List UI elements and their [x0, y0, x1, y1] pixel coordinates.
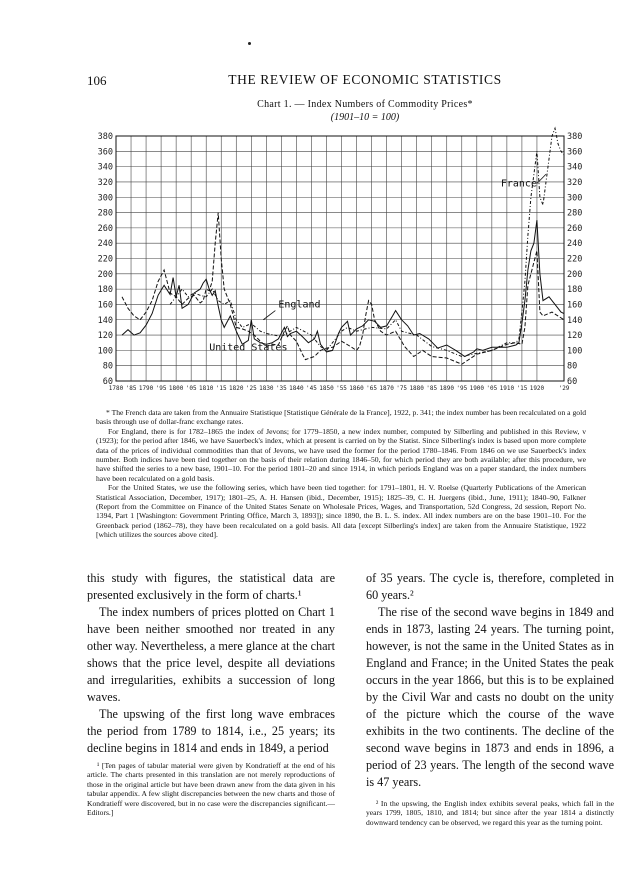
stray-mark	[248, 42, 251, 45]
x-tick-label: 1900	[469, 385, 485, 392]
chart-subtitle: (1901–10 = 100)	[330, 112, 400, 123]
x-tick-label: '15	[215, 385, 227, 392]
left-column	[87, 570, 335, 817]
x-tick-label: 1810	[198, 385, 214, 392]
y-tick-label-right: 380	[567, 132, 583, 142]
series-label-france: France	[500, 178, 537, 190]
y-tick-label-right: 180	[567, 285, 583, 296]
y-tick-label-left: 280	[97, 208, 113, 219]
y-tick-label-right: 60	[567, 377, 578, 387]
y-tick-label-left: 340	[97, 162, 113, 173]
page-number: 106	[87, 73, 107, 88]
y-tick-label-right: 120	[567, 331, 583, 342]
x-tick-label: 1790	[138, 385, 154, 392]
paragraph: The rise of the second wave begins in 1849 and ends in 1873, lasting 24 years. The turning point, however, is not the same in the United States as in England and France; in the United States the peak occurs in the year 1866, but this is to be explained by the Civil War and casts no doubt on the unity of the picture which the course of the wave exhibits in the two continents. The decline of the second wave begins in 1873 and ends in 1896, a period of 23 years. The length of the second wave is 47 years.	[366, 605, 614, 789]
y-tick-label-right: 200	[567, 269, 583, 280]
footnote-united-states: For the United States, we use the following series, which have been tied together: for 1791–1801, H. V. Roelse (Quarterly Publications of the American Statistical Association, December, 1917); 1801–25, A. H. Hansen (ibid., December, 1915); 1825–39, C. H. Juergens (ibid., June, 1911); 1840–90, Falkner (Report from the Committee on Finance of the United States Senate on Wholesale Prices, Wages, and Transportation, 52d Congress, 2d session, Report No. 1394, Part 1 [Washington: Government Printing Office, March 3, 1893]); since 1890, the B. L. S. index. All index numbers are on the base 1901–10. For the Greenback period (1862–78), they have been recalculated on a gold basis. All data [except Silberling's index] are taken from the Annuaire Statistique, 1922 [which utilizes the sources above cited].	[96, 483, 586, 540]
y-tick-label-left: 260	[97, 223, 113, 234]
y-tick-label-right: 300	[567, 193, 583, 204]
x-tick-label: '45	[306, 385, 317, 392]
x-tick-label: 1920	[529, 385, 545, 392]
series-label-united-states: United States	[209, 342, 288, 354]
x-tick-label: 1820	[229, 385, 244, 392]
y-tick-label-right: 320	[567, 177, 583, 188]
y-tick-label-left: 320	[97, 177, 113, 188]
series-label-england: England	[278, 299, 321, 311]
y-tick-label-left: 300	[97, 193, 113, 204]
x-tick-label: '85	[426, 385, 438, 392]
x-tick-label: 1800	[168, 385, 184, 392]
footnote-england: For England, there is for 1782–1865 the index of Jevons; for 1779–1850, a new index number, computed by Silberling and published in this Review, v (1923); for the period after 1846, we have Sauerbeck's index, which at present is carried on by the Statist. Since Silberling's index is based upon more complete data of the prices of individual commodities than that of Jevons, we have used the former for the period 1780–1846. From 1846 on we use Sauerbeck's index number. Both indices have been tied together on the basis of their relation during 1846–50, for which period they are both available; after this procedure, we have shifted the series to a new base, 1901–10. For the period 1801–20 and since 1914, in which periods England was on a paper standard, the index numbers have been recalculated on a gold basis.	[96, 426, 586, 483]
y-tick-label-right: 220	[567, 254, 583, 265]
footnote-1: ¹ [Ten pages of tabular material were given by Kondratieff at the end of his article. The charts presented in this translation are not merely reproductions of those in the original article but have been drawn anew from the data given in his tabular appendix. A few slight discrepancies between the new charts and those of Kondratieff were discovered, but in no case were the discrepancies significant.—Editors.]	[87, 761, 335, 818]
y-tick-label-left: 100	[97, 346, 113, 357]
running-title: THE REVIEW OF ECONOMIC STATISTICS	[228, 72, 502, 87]
paragraph: The index numbers of prices plotted on Chart 1 have been neither smoothed nor treated in any other way. Nevertheless, a mere glance at the chart shows that the price level, despite all deviations and irregularities, exhibits a succession of long waves.	[87, 605, 335, 704]
x-tick-label: '15	[516, 385, 528, 392]
y-tick-label-left: 200	[97, 269, 113, 280]
x-tick-label: 1850	[319, 385, 334, 392]
y-tick-label-left: 380	[97, 132, 113, 142]
x-tick-label: 1860	[349, 385, 364, 392]
footnote-france: * The French data are taken from the Annuaire Statistique [Statistique Générale de la France], 1922, p. 341; the index number has been recalculated on a gold basis through use of dollar-franc exchange rates.	[96, 408, 586, 427]
y-tick-label-right: 140	[567, 315, 583, 326]
y-tick-label-left: 240	[97, 239, 113, 250]
y-tick-label-left: 120	[97, 331, 113, 342]
y-tick-label-left: 160	[97, 300, 113, 311]
y-tick-label-left: 360	[97, 147, 113, 158]
y-tick-label-left: 60	[102, 377, 113, 387]
england-label-pointer	[263, 311, 275, 320]
x-tick-label: 1780	[108, 385, 124, 392]
chart-title: Chart 1. — Index Numbers of Commodity Prices*	[257, 99, 473, 110]
x-tick-label: 1890	[439, 385, 454, 392]
y-tick-label-right: 260	[567, 223, 583, 234]
chart-footnotes	[96, 408, 586, 540]
y-tick-label-right: 160	[567, 300, 583, 311]
x-tick-label: 1830	[259, 385, 274, 392]
y-tick-label-left: 140	[97, 315, 113, 326]
y-tick-label-right: 280	[567, 208, 583, 219]
footnote-2: ² In the upswing, the English index exhibits several peaks, which fall in the years 1799, 1805, 1810, and 1814; but since after the year 1814 a distinctly downward tendency can be observed, we regard this year as the turning point.	[366, 799, 614, 827]
y-tick-label-right: 360	[567, 147, 583, 158]
series-line-france	[170, 128, 564, 356]
x-tick-label: '65	[366, 385, 377, 392]
price-index-chart	[86, 125, 596, 410]
x-tick-label: '25	[245, 385, 257, 392]
y-tick-label-right: 100	[567, 346, 583, 357]
x-tick-label: '95	[155, 385, 167, 392]
paragraph: The upswing of the first long wave embraces the period from 1789 to 1814, i.e., 25 years; its decline begins in 1814 and ends in 1849, a period	[87, 707, 335, 755]
x-tick-label: '75	[396, 385, 408, 392]
paragraph: this study with figures, the statistical data are presented exclusively in the form of charts.¹	[87, 571, 335, 602]
y-tick-label-left: 80	[102, 361, 113, 372]
x-tick-label: 1910	[499, 385, 515, 392]
y-tick-label-right: 340	[567, 162, 583, 173]
x-tick-label: '95	[456, 385, 468, 392]
x-tick-label: '05	[486, 385, 498, 392]
x-tick-label: '55	[336, 385, 347, 392]
right-column	[366, 570, 614, 827]
y-tick-label-right: 80	[567, 361, 578, 372]
x-tick-label: '29	[558, 385, 570, 392]
x-tick-label: 1870	[379, 385, 394, 392]
paragraph: of 35 years. The cycle is, therefore, completed in 60 years.²	[366, 571, 614, 602]
y-tick-label-left: 220	[97, 254, 113, 265]
y-tick-label-left: 180	[97, 285, 113, 296]
x-tick-label: 1840	[289, 385, 304, 392]
y-tick-label-right: 240	[567, 239, 583, 250]
series-line-united-states	[122, 213, 564, 365]
x-tick-label: '05	[185, 385, 197, 392]
x-tick-label: 1880	[409, 385, 424, 392]
x-tick-label: '85	[125, 385, 137, 392]
series-line-england	[122, 220, 564, 356]
x-tick-label: '35	[275, 385, 287, 392]
